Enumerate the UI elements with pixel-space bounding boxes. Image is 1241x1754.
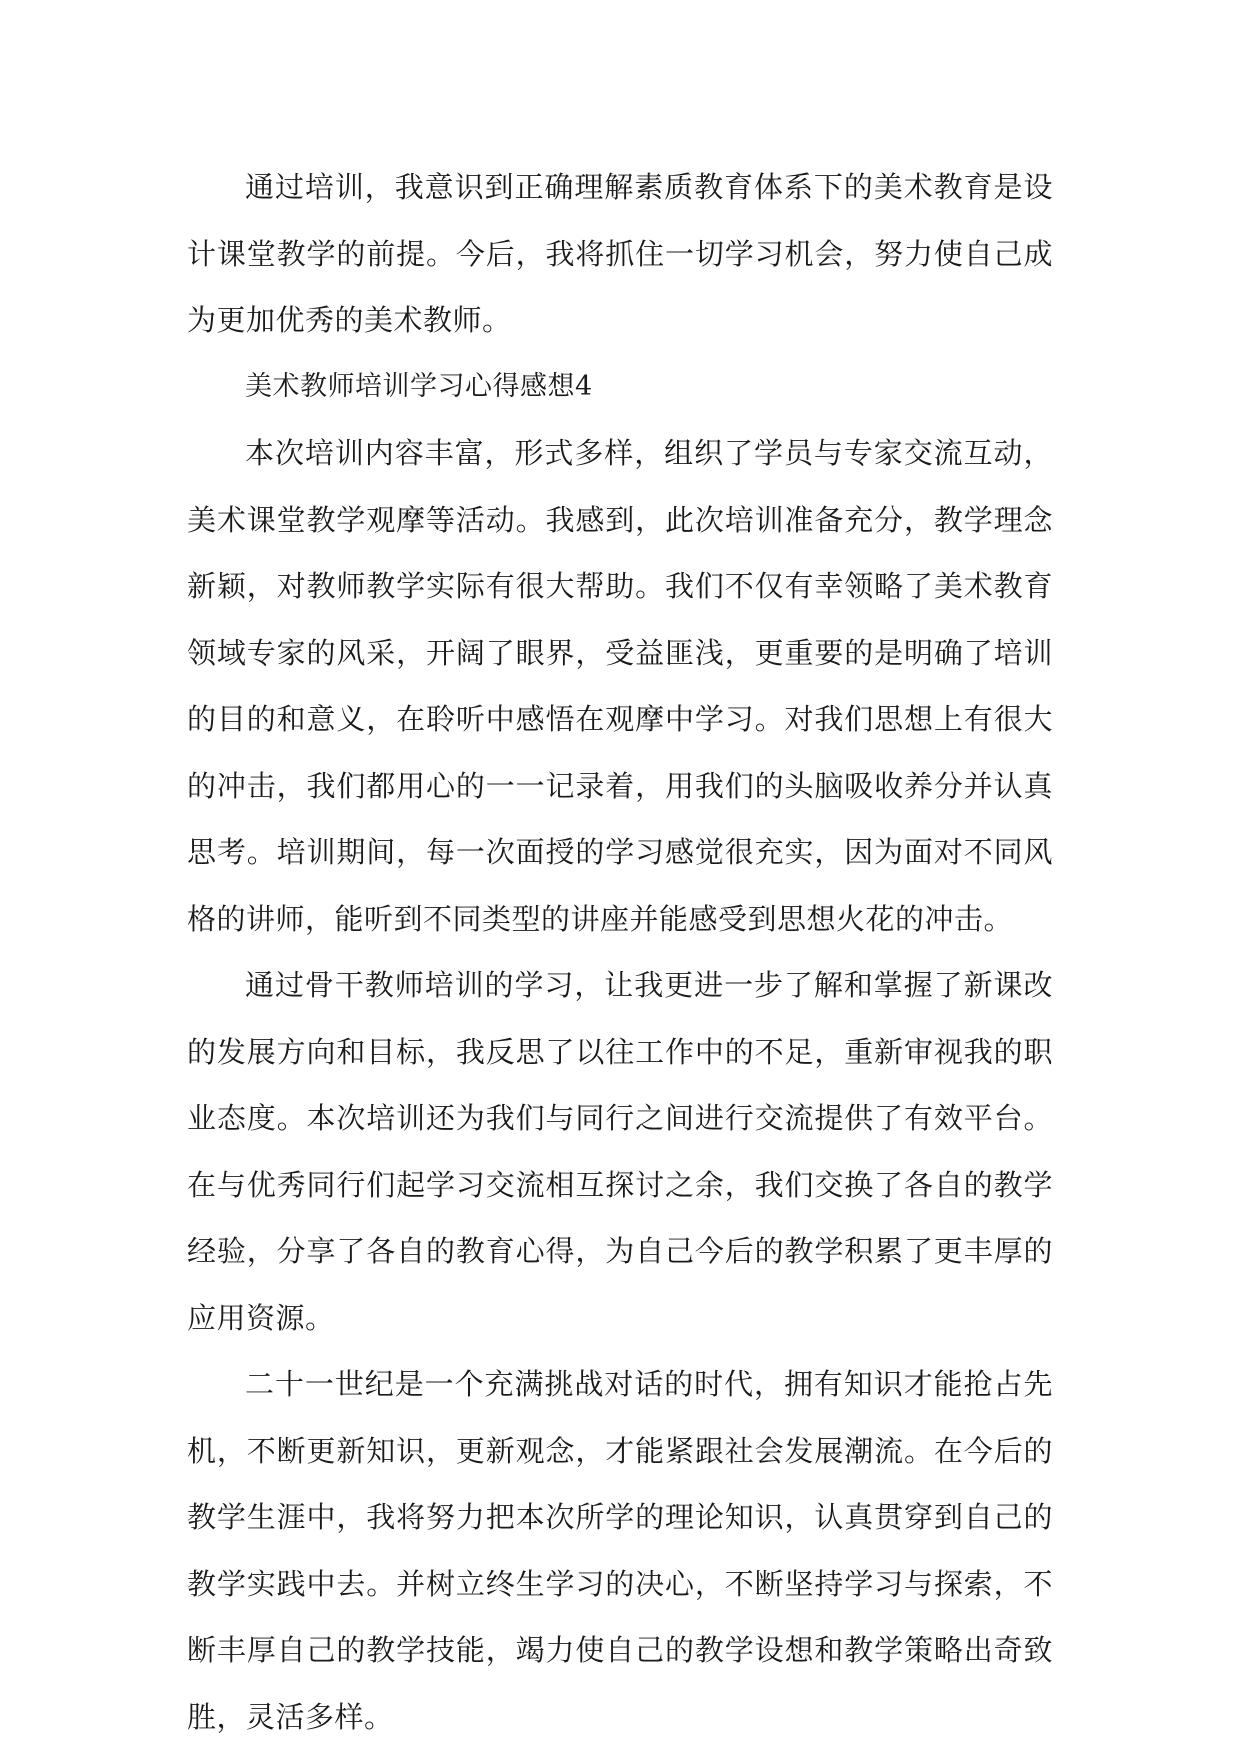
- section-heading: 美术教师培训学习心得感想4: [245, 370, 593, 402]
- paragraph-training-content: 本次培训内容丰富，形式多样，组织了学员与专家交流互动，美术课堂教学观摩等活动。我感到，此次培训准备充分，教学理念新颖，对教师教学实际有很大帮助。我们不仅有幸领略了美术教育领域专家的风采，开阔了眼界，受益匪浅，更重要的是明确了培训的目的和意义，在聆听中感悟在观摩中学习。对我们思想上有很大的冲击，我们都用心的一一记录着，用我们的头脑吸收养分并认真思考。培训期间，每一次面授的学习感觉很充实，因为面对不同风格的讲师，能听到不同类型的讲座并能感受到思想火花的冲击。: [187, 436, 1053, 936]
- paragraph-backbone-training: 通过骨干教师培训的学习，让我更进一步了解和掌握了新课改的发展方向和目标，我反思了以往工作中的不足，重新审视我的职业态度。本次培训还为我们与同行之间进行交流提供了有效平台。在与优秀同行们起学习交流相互探讨之余，我们交换了各自的教学经验，分享了各自的教育心得，为自己今后的教学积累了更丰厚的应用资源。: [187, 968, 1053, 1335]
- paragraph-intro: 通过培训，我意识到正确理解素质教育体系下的美术教育是设计课堂教学的前提。今后，我将抓住一切学习机会，努力使自己成为更加优秀的美术教师。: [187, 170, 1053, 337]
- document-body: [187, 154, 1053, 1750]
- paragraph-21st-century: 二十一世纪是一个充满挑战对话的时代，拥有知识才能抢占先机，不断更新知识，更新观念，才能紧跟社会发展潮流。在今后的教学生涯中，我将努力把本次所学的理论知识，认真贯穿到自己的教学实践中去。并树立终生学习的决心，不断坚持学习与探索，不断丰厚自己的教学技能，竭力使自己的教学设想和教学策略出奇致胜，灵活多样。: [187, 1367, 1053, 1734]
